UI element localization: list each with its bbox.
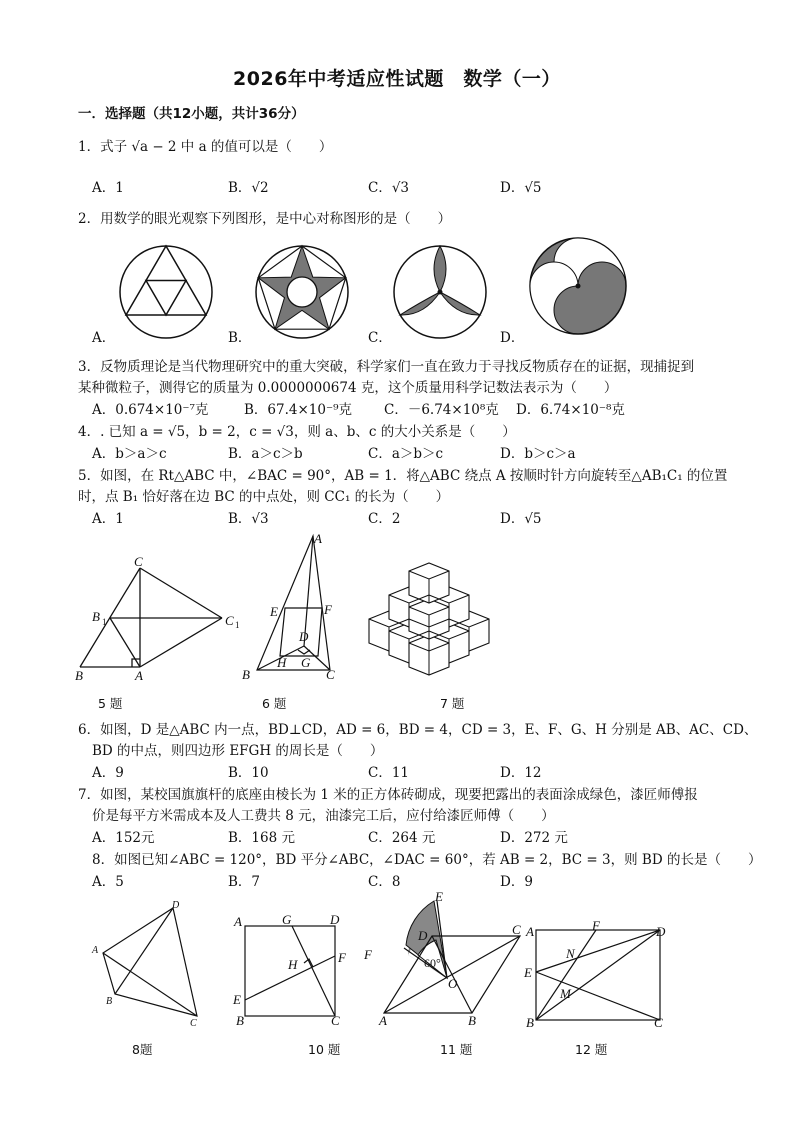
q4-option-a: A．b＞a＞c — [92, 446, 167, 462]
section-heading: 一．选择题（共12小题，共计36分） — [78, 106, 305, 122]
q2-option-d: D． — [500, 330, 525, 346]
svg-text:A: A — [234, 914, 242, 929]
svg-text:A: A — [135, 668, 143, 683]
svg-text:D: D — [656, 924, 666, 939]
q8-option-c: C．8 — [368, 874, 401, 890]
svg-text:F: F — [592, 918, 600, 933]
svg-text:C: C — [331, 1013, 340, 1028]
q8-option-a: A．5 — [92, 874, 124, 890]
svg-text:F: F — [364, 947, 372, 962]
caption-fig5: 5 题 — [98, 696, 123, 711]
question-8-stem: 8．如图已知∠ABC = 120°，BD 平分∠ABC，∠DAC = 60°，若 AB = 2，BC = 3，则 BD 的长是（ ） — [92, 852, 762, 868]
q4-option-c: C．a＞b＞c — [368, 446, 444, 462]
q1-option-c: C．√3 — [368, 180, 410, 196]
svg-text:C: C — [225, 613, 234, 628]
caption-fig8: 8题 — [132, 1042, 153, 1057]
question-7-line1: 7．如图，某校国旗旗杆的底座由棱长为 1 米的正方体砖砌成，现要把露出的表面涂成绿色，漆匠师傅报 — [78, 787, 698, 803]
q6-option-d: D．12 — [500, 765, 542, 781]
question-6-line1: 6．如图，D 是△ABC 内一点，BD⊥CD，AD = 6，BD = 4，CD = 3，E、F、G、H 分别是 AB、AC、CD、 — [78, 722, 758, 738]
q2-option-c: C． — [368, 330, 392, 346]
q4-option-d: D．b＞c＞a — [500, 446, 576, 462]
figure-q8 — [92, 898, 212, 1028]
figure-q7 — [366, 552, 501, 682]
svg-text:O: O — [448, 976, 458, 991]
q1-option-d: D．√5 — [500, 180, 542, 196]
question-6-line2: BD 的中点，则四边形 EFGH 的周长是（ ） — [92, 743, 384, 759]
svg-text:N: N — [566, 946, 575, 961]
question-3-line1: 3．反物质理论是当代物理研究中的重大突破，科学家们一直在致力于寻找反物质存在的证据，现捕捉到 — [78, 359, 695, 375]
figure-q10 — [230, 908, 350, 1028]
svg-text:D: D — [330, 912, 340, 927]
svg-text:E: E — [524, 965, 532, 980]
caption-fig10: 10 题 — [308, 1042, 341, 1057]
svg-text:A: A — [92, 945, 99, 956]
q2-figure-a — [118, 244, 214, 340]
q2-option-b: B． — [228, 330, 252, 346]
svg-text:A: A — [526, 924, 534, 939]
q1-option-b: B．√2 — [228, 180, 269, 196]
svg-text:M: M — [560, 986, 571, 1001]
svg-text:B: B — [106, 996, 113, 1007]
q4-option-b: B．a＞c＞b — [228, 446, 303, 462]
q7-option-a: A．152元 — [92, 830, 155, 846]
svg-text:A: A — [314, 531, 322, 546]
q2-figure-b — [254, 244, 350, 340]
svg-text:C: C — [190, 1018, 197, 1029]
q3-option-c: C．－6.74×10⁸克 — [384, 402, 499, 418]
question-7-line2: 价是每平方米需成本及人工费共 8 元，油漆完工后，应付给漆匠师傅（ ） — [92, 808, 555, 824]
svg-text:1: 1 — [235, 620, 240, 630]
q1-option-a: A．1 — [92, 180, 124, 196]
figure-q5 — [72, 555, 252, 685]
question-1-stem: 1．式子 √a − 2 中 a 的值可以是（ ） — [78, 139, 333, 155]
q3-option-d: D．6.74×10⁻⁸克 — [516, 402, 625, 418]
caption-fig11: 11 题 — [440, 1042, 473, 1057]
figure-q12 — [522, 920, 672, 1030]
question-5-line1: 5．如图，在 Rt△ABC 中，∠BAC = 90°，AB = 1．将△ABC 绕点 A 按顺时针方向旋转至△AB₁C₁ 的位置 — [78, 468, 728, 484]
q6-option-a: A．9 — [92, 765, 124, 781]
q6-option-b: B．10 — [228, 765, 269, 781]
svg-text:D: D — [418, 928, 428, 943]
page-title: 2026年中考适应性试题 数学（一） — [233, 68, 561, 90]
q2-figure-c — [392, 244, 488, 340]
svg-text:D: D — [172, 900, 180, 911]
q2-option-a: A． — [92, 330, 116, 346]
figure-q11 — [362, 889, 532, 1028]
q7-option-b: B．168 元 — [228, 830, 295, 846]
svg-text:F: F — [338, 950, 346, 965]
svg-text:B: B — [92, 609, 100, 624]
q3-option-b: B．67.4×10⁻⁹克 — [244, 402, 353, 418]
svg-text:C: C — [654, 1015, 663, 1030]
q3-option-a: A．0.674×10⁻⁷克 — [92, 402, 209, 418]
svg-text:F: F — [324, 602, 332, 617]
svg-text:B: B — [75, 668, 83, 683]
figure-q6 — [240, 528, 350, 688]
angle-label-60: 60° — [424, 956, 441, 970]
question-5-line2: 时，点 B₁ 恰好落在边 BC 的中点处，则 CC₁ 的长为（ ） — [78, 489, 450, 505]
question-3-line2: 某种微粒子，测得它的质量为 0.0000000674 克，这个质量用科学记数法表示为（ ） — [78, 380, 618, 396]
q7-option-d: D．272 元 — [500, 830, 568, 846]
q5-option-a: A．1 — [92, 511, 124, 527]
question-2-stem: 2．用数学的眼光观察下列图形，是中心对称图形的是（ ） — [78, 211, 452, 227]
svg-text:B: B — [526, 1015, 534, 1030]
q8-option-b: B．7 — [228, 874, 261, 890]
svg-text:C: C — [512, 922, 521, 937]
svg-text:1: 1 — [102, 617, 107, 627]
svg-text:G: G — [301, 655, 311, 670]
q2-figure-d — [528, 236, 628, 336]
svg-text:B: B — [236, 1013, 244, 1028]
svg-text:H: H — [277, 655, 287, 670]
svg-text:B: B — [468, 1013, 476, 1028]
svg-text:C: C — [326, 667, 335, 682]
q6-option-c: C．11 — [368, 765, 410, 781]
question-4-stem: 4．. 已知 a = √5，b = 2，c = √3，则 a、b、c 的大小关系是（ ） — [78, 424, 516, 440]
caption-fig6: 6 题 — [262, 696, 287, 711]
q5-option-d: D．√5 — [500, 511, 542, 527]
svg-text:H: H — [288, 957, 298, 972]
svg-text:B: B — [242, 667, 250, 682]
svg-text:E: E — [435, 889, 443, 904]
q5-option-b: B．√3 — [228, 511, 269, 527]
svg-text:C: C — [134, 554, 143, 569]
svg-text:E: E — [270, 604, 278, 619]
q7-option-c: C．264 元 — [368, 830, 436, 846]
q5-option-c: C．2 — [368, 511, 401, 527]
q8-option-d: D．9 — [500, 874, 533, 890]
caption-fig7: 7 题 — [440, 696, 465, 711]
svg-text:E: E — [233, 992, 241, 1007]
caption-fig12: 12 题 — [575, 1042, 608, 1057]
svg-text:D: D — [299, 629, 309, 644]
svg-text:G: G — [282, 912, 292, 927]
svg-text:A: A — [379, 1013, 387, 1028]
